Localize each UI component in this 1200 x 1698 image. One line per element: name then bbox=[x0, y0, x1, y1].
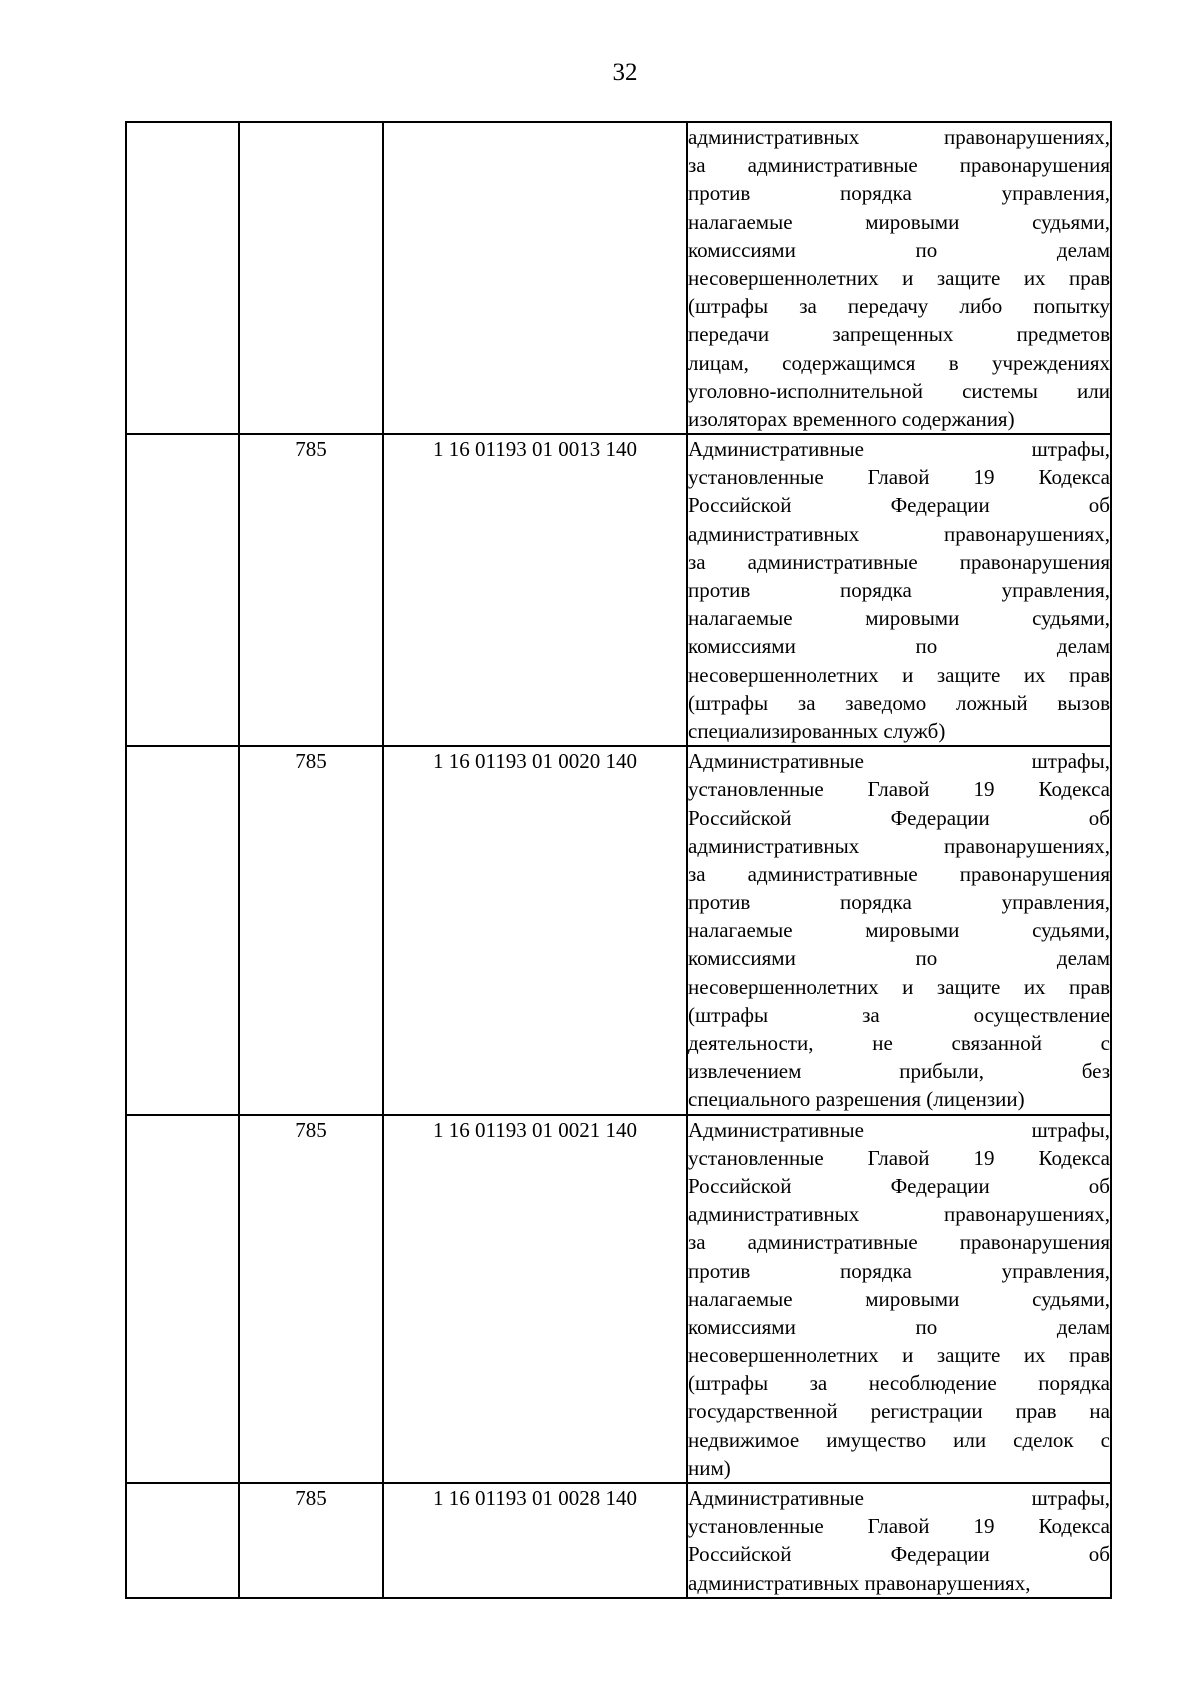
empty-cell bbox=[126, 1115, 239, 1483]
description-line: несовершеннолетних и защите их прав bbox=[688, 974, 1110, 999]
table-row bbox=[126, 1483, 1111, 1598]
description-line: административных правонарушениях, bbox=[688, 125, 1110, 149]
table-row bbox=[126, 122, 1111, 434]
description-line: специального разрешения (лицензии) bbox=[688, 1087, 1025, 1112]
description-line: Российской Федерации об bbox=[688, 1542, 1110, 1567]
description-cell bbox=[687, 434, 1111, 746]
table-row bbox=[126, 746, 1111, 1114]
admin-code-cell: 785 bbox=[239, 1483, 383, 1598]
budget-code-table bbox=[125, 121, 1112, 1599]
description-line: за административные правонарушения bbox=[688, 153, 1110, 178]
description-line: налагаемые мировыми судьями, bbox=[688, 1286, 1110, 1311]
description-line: Административные штрафы, bbox=[688, 437, 1110, 462]
description-line: за административные правонарушения bbox=[688, 861, 1110, 886]
description-line: ним) bbox=[688, 1455, 731, 1480]
description-line: специализированных служб) bbox=[688, 718, 946, 743]
description-line: комиссиями по делам bbox=[688, 634, 1110, 659]
description-line: установленные Главой 19 Кодекса bbox=[688, 777, 1110, 802]
description-line: административных правонарушениях, bbox=[688, 1202, 1110, 1227]
admin-code-cell bbox=[239, 122, 383, 434]
description-line: комиссиями по делам bbox=[688, 946, 1110, 971]
description-line: налагаемые мировыми судьями, bbox=[688, 606, 1110, 631]
empty-cell bbox=[126, 122, 239, 434]
description-line: деятельности, не связанной с bbox=[688, 1031, 1110, 1055]
budget-classification-code-cell: 1 16 01193 01 0013 140 bbox=[383, 434, 687, 746]
description-line: комиссиями по делам bbox=[688, 237, 1110, 262]
description-line: лицам, содержащимся в учреждениях bbox=[688, 350, 1110, 375]
budget-classification-code-cell: 1 16 01193 01 0021 140 bbox=[383, 1115, 687, 1483]
description-line: установленные Главой 19 Кодекса bbox=[688, 465, 1110, 490]
description-cell bbox=[687, 122, 1111, 434]
description-line: несовершеннолетних и защите их прав bbox=[688, 1343, 1110, 1368]
description-line: извлечением прибыли, без bbox=[688, 1059, 1110, 1084]
description-line: государственной регистрации прав на bbox=[688, 1399, 1110, 1424]
description-line: Российской Федерации об bbox=[688, 493, 1110, 518]
admin-code-cell: 785 bbox=[239, 434, 383, 746]
description-line: Административные штрафы, bbox=[688, 749, 1110, 774]
description-line: за административные правонарушения bbox=[688, 549, 1110, 574]
description-line: против порядка управления, bbox=[688, 890, 1110, 915]
description-line: налагаемые мировыми судьями, bbox=[688, 209, 1110, 234]
description-line: (штрафы за несоблюдение порядка bbox=[688, 1371, 1110, 1396]
description-line: административных правонарушениях, bbox=[688, 1570, 1031, 1595]
description-line: установленные Главой 19 Кодекса bbox=[688, 1145, 1110, 1170]
description-line: недвижимое имущество или сделок с bbox=[688, 1427, 1110, 1452]
admin-code-cell: 785 bbox=[239, 1115, 383, 1483]
description-line: против порядка управления, bbox=[688, 181, 1110, 206]
description-line: несовершеннолетних и защите их прав bbox=[688, 662, 1110, 687]
table-row bbox=[126, 1115, 1111, 1483]
description-line: Российской Федерации об bbox=[688, 1173, 1110, 1198]
budget-classification-code-cell: 1 16 01193 01 0028 140 bbox=[383, 1483, 687, 1598]
description-line: несовершеннолетних и защите их прав bbox=[688, 265, 1110, 290]
description-line: административных правонарушениях, bbox=[688, 521, 1110, 546]
budget-classification-code-cell bbox=[383, 122, 687, 434]
empty-cell bbox=[126, 1483, 239, 1598]
description-line: против порядка управления, bbox=[688, 578, 1110, 602]
table-body bbox=[126, 122, 1111, 1598]
description-line: передачи запрещенных предметов bbox=[688, 322, 1110, 347]
description-line: против порядка управления, bbox=[688, 1258, 1110, 1283]
description-line: изоляторах временного содержания) bbox=[688, 406, 1015, 431]
description-line: Административные штрафы, bbox=[688, 1486, 1110, 1510]
description-line: (штрафы за осуществление bbox=[688, 1002, 1110, 1027]
description-line: Российской Федерации об bbox=[688, 805, 1110, 830]
description-line: уголовно-исполнительной системы или bbox=[688, 378, 1110, 403]
empty-cell bbox=[126, 746, 239, 1114]
description-line: (штрафы за заведомо ложный вызов bbox=[688, 690, 1110, 715]
description-line: установленные Главой 19 Кодекса bbox=[688, 1514, 1110, 1539]
description-line: Административные штрафы, bbox=[688, 1117, 1110, 1142]
description-line: (штрафы за передачу либо попытку bbox=[688, 294, 1110, 319]
description-cell bbox=[687, 1483, 1111, 1598]
description-cell bbox=[687, 1115, 1111, 1483]
description-line: административных правонарушениях, bbox=[688, 833, 1110, 858]
admin-code-cell: 785 bbox=[239, 746, 383, 1114]
description-line: за административные правонарушения bbox=[688, 1230, 1110, 1255]
budget-classification-code-cell: 1 16 01193 01 0020 140 bbox=[383, 746, 687, 1114]
empty-cell bbox=[126, 434, 239, 746]
table-row bbox=[126, 434, 1111, 746]
page-number: 32 bbox=[612, 59, 638, 86]
description-cell bbox=[687, 746, 1111, 1114]
description-line: комиссиями по делам bbox=[688, 1314, 1110, 1339]
description-line: налагаемые мировыми судьями, bbox=[688, 918, 1110, 943]
